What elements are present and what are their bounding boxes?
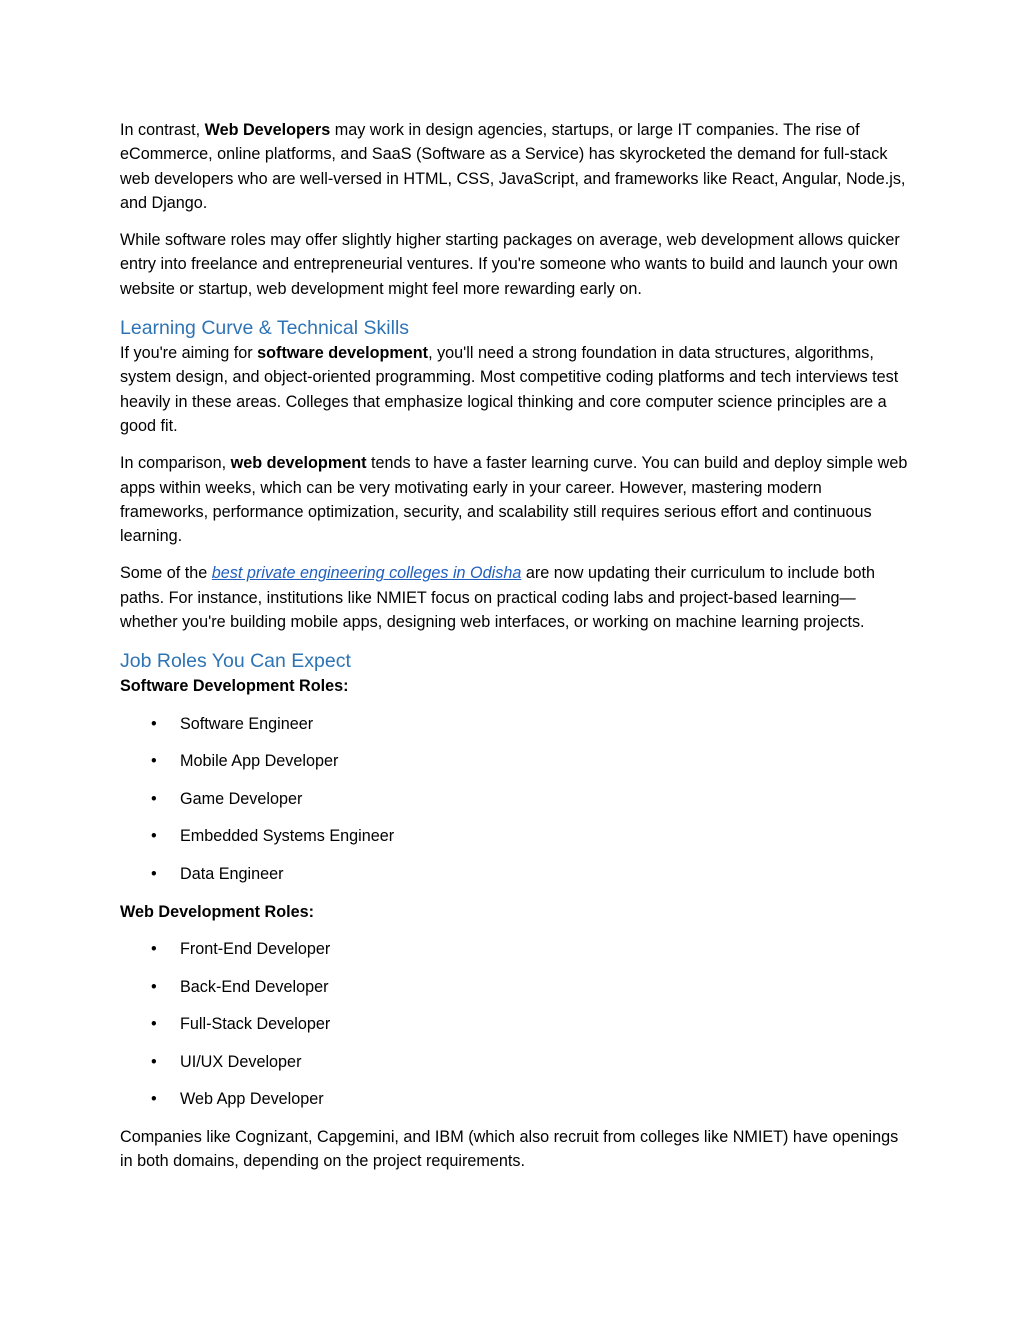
bold-web-developers: Web Developers [204, 121, 331, 139]
bullet-icon: • [151, 752, 157, 771]
bullet-icon: • [151, 827, 157, 846]
list-item: • Software Engineer [120, 712, 910, 736]
bold-software-development: software development [257, 344, 429, 363]
list-item: • Front-End Developer [120, 937, 910, 961]
list-item: • Full-Stack Developer [120, 1012, 910, 1036]
bullet-icon: • [151, 1015, 157, 1034]
bullet-icon: • [151, 1052, 157, 1071]
bullet-icon: • [151, 789, 157, 808]
bullet-icon: • [151, 939, 157, 958]
software-roles-label: Software Development Roles: [120, 677, 349, 696]
list-item: • Web App Developer [120, 1087, 910, 1111]
software-roles-list [120, 712, 910, 887]
document-page [120, 118, 910, 1186]
bold-web-development: web development [230, 454, 367, 473]
list-item: • UI/UX Developer [120, 1050, 910, 1074]
list-item: • Game Developer [120, 787, 910, 811]
bullet-icon: • [151, 1090, 157, 1109]
paragraph-colleges: Some of the best private engineering colleges in Odisha are now updating their curriculum to include both paths. For instance, institutions like NMIET focus on practical coding labs and project-based learning—whether you're building mobile apps, designing web interfaces, or working on machine learning projects. [120, 564, 875, 632]
paragraph-web-developers: In contrast, Web Developers may work in design agencies, startups, or large IT companies. The rise of eCommerce, online platforms, and SaaS (Software as a Service) has skyrocketed the demand for full-stack web developers who are well-versed in HTML, CSS, JavaScript, and frameworks like React, Angular, Node.js, and Django. [120, 121, 906, 212]
list-item: • Embedded Systems Engineer [120, 824, 910, 848]
paragraph-web-development: In comparison, web development tends to have a faster learning curve. You can build and deploy simple web apps within weeks, which can be very motivating early in your career. However, mastering modern frameworks, performance optimization, security, and scalability still requires serious effort and continuous learning. [120, 454, 908, 546]
colleges-link[interactable]: best private engineering colleges in Odisha [211, 564, 522, 583]
paragraph-software-development: If you're aiming for software development, you'll need a strong foundation in data structures, algorithms, system design, and object-oriented programming. Most competitive coding platforms and tech interviews test heavily in these areas. Colleges that emphasize logical thinking and core computer science principles are a good fit. [120, 344, 899, 435]
bullet-icon: • [151, 865, 157, 884]
list-item: • Back-End Developer [120, 975, 910, 999]
bullet-icon: • [151, 714, 157, 733]
list-item: • Mobile App Developer [120, 749, 910, 773]
list-item: • Data Engineer [120, 862, 910, 886]
heading-job-roles: Job Roles You Can Expect [120, 650, 351, 673]
paragraph-software-vs-web: While software roles may offer slightly higher starting packages on average, web development allows quicker entry into freelance and entrepreneurial ventures. If you're someone who wants to build and launch your own website or startup, web development might feel more rewarding early on. [120, 231, 900, 298]
web-roles-list [120, 937, 910, 1112]
bullet-icon: • [151, 977, 157, 996]
heading-learning-curve: Learning Curve & Technical Skills [120, 317, 410, 340]
paragraph-companies: Companies like Cognizant, Capgemini, and IBM (which also recruit from colleges like NMIET) have openings in both domains, depending on the project requirements. [120, 1127, 899, 1171]
web-roles-label: Web Development Roles: [120, 902, 314, 921]
